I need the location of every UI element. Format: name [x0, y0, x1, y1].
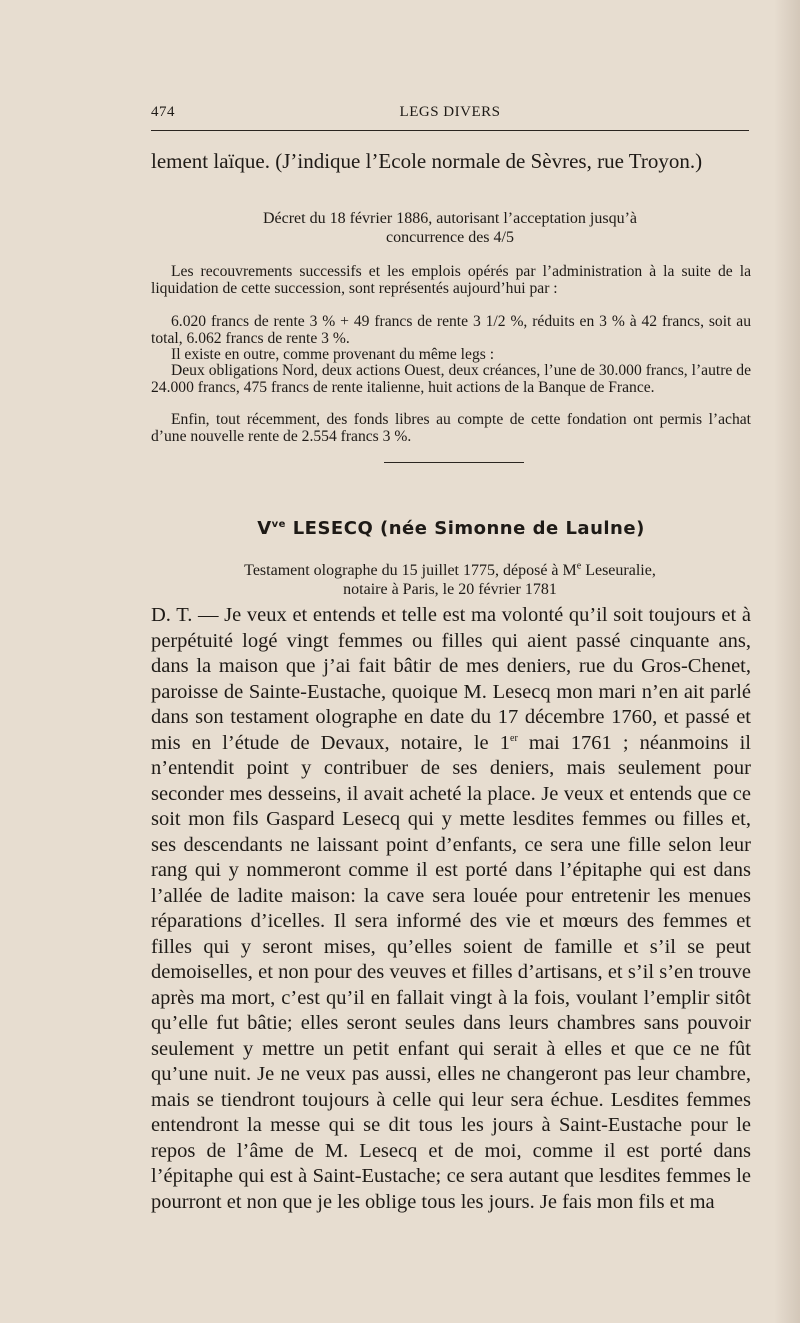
note-paragraph: Enfin, tout récemment, des fonds libres au compte de cette fondation ont permis l’achat d’une nouvelle rente de 2.554 francs 3 %. — [151, 411, 751, 445]
testament-caption — [170, 561, 730, 599]
title-superscript: ve — [271, 519, 286, 530]
testament-body: D. T. — Je veux et entends et telle est ma volonté qu’il soit toujours et à perpétuité logé vingt femmes ou filles qui aient passé cinquante ans, dans la maison que j’ai fait bâtir de mes deniers, rue du Gros-Chenet, paroisse de Sainte-Eustache, quoique M. Lesecq mon mari n’en ait parlé dans son testament olographe en date du 17 décembre 1760, et passé et mis en l’étude de Devaux, notaire, le 1er mai 1761 ; néanmoins il n’entendit point y contribuer de ses deniers, mais seulement pour seconder mes desseins, il avait acheté la place. Je veux et entends que ce soit mon fils Gaspard Lesecq qui y mette lesdites femmes ou filles et, ses descendants ne laissant point d’enfants, ce sera une fille selon leur rang qui y nommeront comme il est porté dans l’épitaphe qui est dans l’allée de ladite maison: la cave sera louée pour entretenir les menues réparations d’icelles. Il sera informé des vie et mœurs des femmes et filles qui y seront mises, qu’elles soient de famille et s’il se peut demoiselles, et non pour des veuves et filles d’artisans, et s’il s’en trouve après ma mort, c’est qu’il en fallait vingt à la fois, voulant l’emplir sitôt qu’elle fut bâtie; elles seront seules dans leurs chambres sans pouvoir seulement y mettre un petit enfant qui serait à elles et que ce ne fût qu’une nuit. Je ne veux pas aussi, elles ne changeront pas leur chambre, mais se tiendront toujours à celle qui leur sera échue. Lesdites femmes entendront la messe qui se dit tous les jours à Saint-Eustache pour le repos de l’âme de M. Lesecq et de moi, comme il est porté dans l’épitaphe qui est à Saint-Eustache; ce sera autant que lesdites femmes le pourront et non que je les oblige tous les jours. Je fais mon fils et ma — [151, 604, 751, 1213]
note-paragraph: Il existe en outre, comme provenant du même legs : — [171, 346, 495, 363]
header-rule — [151, 130, 749, 131]
note-paragraph: 6.020 francs de rente 3 % + 49 francs de rente 3 1/2 %, réduits en 3 % à 42 francs, soit au total, 6.062 francs de rente 3 %. — [151, 313, 751, 347]
decree-caption — [190, 209, 710, 247]
page-edge-shadow — [774, 0, 800, 1323]
page-header — [151, 104, 749, 128]
section-title: $V^{ve}$ LESECQ (née Simonne de Laulne) — [257, 518, 645, 539]
decree-line-1: Décret du 18 février 1886, autorisant l’acceptation jusqu’à — [262, 210, 638, 227]
testament-line-1: Testament olographe du 15 juillet 1775, déposé à Me Leseuralie, — [244, 560, 656, 579]
note-paragraph: Les recouvrements successifs et les emplois opérés par l’administration à la suite de la liquidation de cette succession, sont représentés aujourd’hui par : — [151, 263, 751, 297]
intro-paragraph: lement laïque. (J’indique l’Ecole normale de Sèvres, rue Troyon.) — [151, 149, 703, 173]
decree-line-2: concurrence des 4/5 — [386, 229, 514, 246]
running-title: LEGS DIVERS — [399, 104, 501, 120]
section-separator — [384, 462, 524, 463]
page-number: 474 — [151, 104, 175, 120]
note-paragraph: Deux obligations Nord, deux actions Ouest, deux créances, l’une de 30.000 francs, l’autre de 24.000 francs, 475 francs de rente italienne, huit actions de la Banque de France. — [151, 362, 751, 396]
testament-line-2: notaire à Paris, le 20 février 1781 — [343, 581, 557, 598]
